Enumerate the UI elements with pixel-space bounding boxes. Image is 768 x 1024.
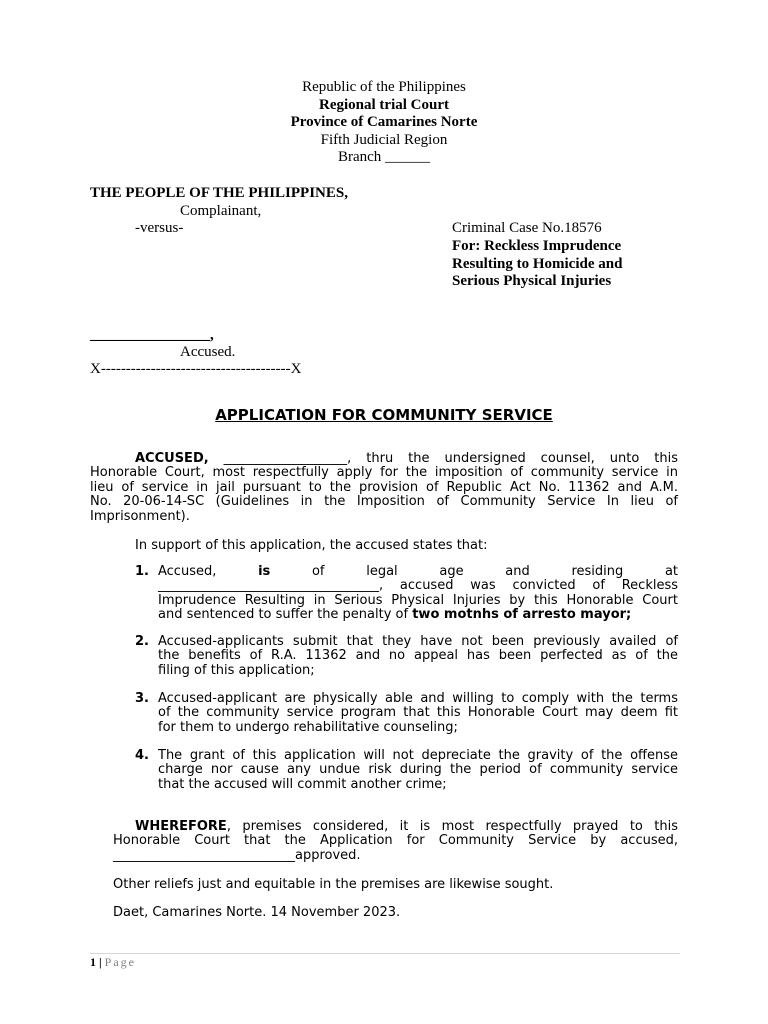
item-3	[158, 692, 678, 735]
versus-label: -versus-	[135, 220, 184, 236]
item-2-line3: filing of this application;	[158, 662, 315, 678]
item-3-line1: Accused-applicant are physically able and willing to comply with the terms	[158, 691, 678, 706]
case-offense-line3: Serious Physical Injuries	[452, 273, 612, 289]
item-4-line2: charge nor cause any undue risk during the period of community service	[158, 762, 678, 778]
item-1-line3: Imprudence Resulting in Serious Physical Injuries by this Honorable Court	[158, 592, 678, 608]
other-reliefs: Other reliefs just and equitable in the premises are likewise sought.	[113, 877, 554, 892]
item-3-line2: of the community service program that this Honorable Court may deem fit	[158, 705, 678, 721]
wherefore-paragraph	[113, 820, 678, 863]
document-title: APPLICATION FOR COMMUNITY SERVICE	[215, 406, 553, 424]
header-republic: Republic of the Philippines	[302, 79, 466, 95]
wherefore-bold: WHEREFORE	[135, 819, 227, 834]
item-4-line1: The grant of this application will not depreciate the gravity of the offense	[158, 748, 678, 763]
page-number: 1	[90, 955, 96, 969]
header-branch: Branch ______	[337, 149, 431, 165]
intro-line5: Imprisonment).	[90, 508, 190, 524]
intro-line4: No. 20-06-14-SC (Guidelines in the Imposition of Community Service In lieu of	[90, 494, 678, 510]
item-3-line3: for them to undergo rehabilitative counseling;	[158, 719, 458, 735]
plaintiff-name: THE PEOPLE OF THE PHILIPPINES,	[90, 185, 348, 201]
item-1-line2: __________________________________, accused was convicted of Reckless	[158, 578, 678, 594]
caption-separator: X--------------------------------------X	[90, 361, 302, 377]
accused-name-blank: ________________,	[90, 327, 214, 343]
item-1-line1: Accused, is of legal age and residing at	[158, 564, 679, 579]
item-number-3: 3.	[135, 691, 149, 706]
wherefore-line2: Honorable Court that the Application for Community Service by accused,	[113, 833, 678, 849]
item-number-4: 4.	[135, 748, 149, 763]
wherefore-line3: ____________________________approved.	[113, 847, 361, 863]
penalty-text: two motnhs of arresto mayor;	[412, 607, 632, 623]
intro-line2: Honorable Court, most respectfully apply for the imposition of community service in	[90, 465, 678, 481]
header-region: Fifth Judicial Region	[320, 131, 448, 148]
item-number-1: 1.	[135, 564, 149, 579]
intro-line	[90, 452, 678, 466]
header-court: Regional trial Court	[319, 96, 449, 113]
intro-line1-rest: ___________________, thru the undersigned counsel, unto this	[223, 451, 678, 466]
item-2-line2: the benefits of R.A. 11362 and no appeal has been perfected as of the	[158, 648, 678, 664]
page-footer	[90, 955, 136, 970]
wherefore-line1: WHEREFORE, premises considered, it is most respectfully prayed to this	[135, 819, 678, 834]
support-statement: In support of this application, the accused states that:	[135, 538, 488, 553]
item-4-line3: that the accused will commit another crime;	[158, 776, 447, 792]
item-number-2: 2.	[135, 634, 149, 649]
page-separator: |	[99, 955, 102, 969]
header-province: Province of Camarines Norte	[290, 114, 478, 130]
court-header	[200, 79, 568, 167]
intro-paragraph	[90, 452, 678, 524]
item-1-line4: and sentenced to suffer the penalty of two motnhs of arresto mayor;	[158, 607, 632, 623]
case-offense-line2: Resulting to Homicide and	[452, 256, 623, 272]
complainant-label: Complainant,	[180, 203, 262, 219]
item-1	[158, 565, 678, 623]
accused-label: Accused.	[180, 344, 236, 360]
item-2	[158, 635, 678, 678]
item-4	[158, 749, 678, 792]
case-offense-line1: For: Reckless Imprudence	[452, 238, 622, 254]
intro-accused-bold: ACCUSED,	[135, 451, 209, 466]
intro-line3: lieu of service in jail pursuant to the provision of Republic Act No. 11362 and A.M.	[90, 479, 678, 495]
page-label: Page	[104, 955, 136, 969]
case-number: Criminal Case No.18576	[452, 220, 602, 236]
footer-divider	[90, 953, 680, 954]
item-2-line1: Accused-applicants submit that they have not been previously availed of	[158, 634, 678, 649]
place-date: Daet, Camarines Norte. 14 November 2023.	[113, 905, 401, 920]
